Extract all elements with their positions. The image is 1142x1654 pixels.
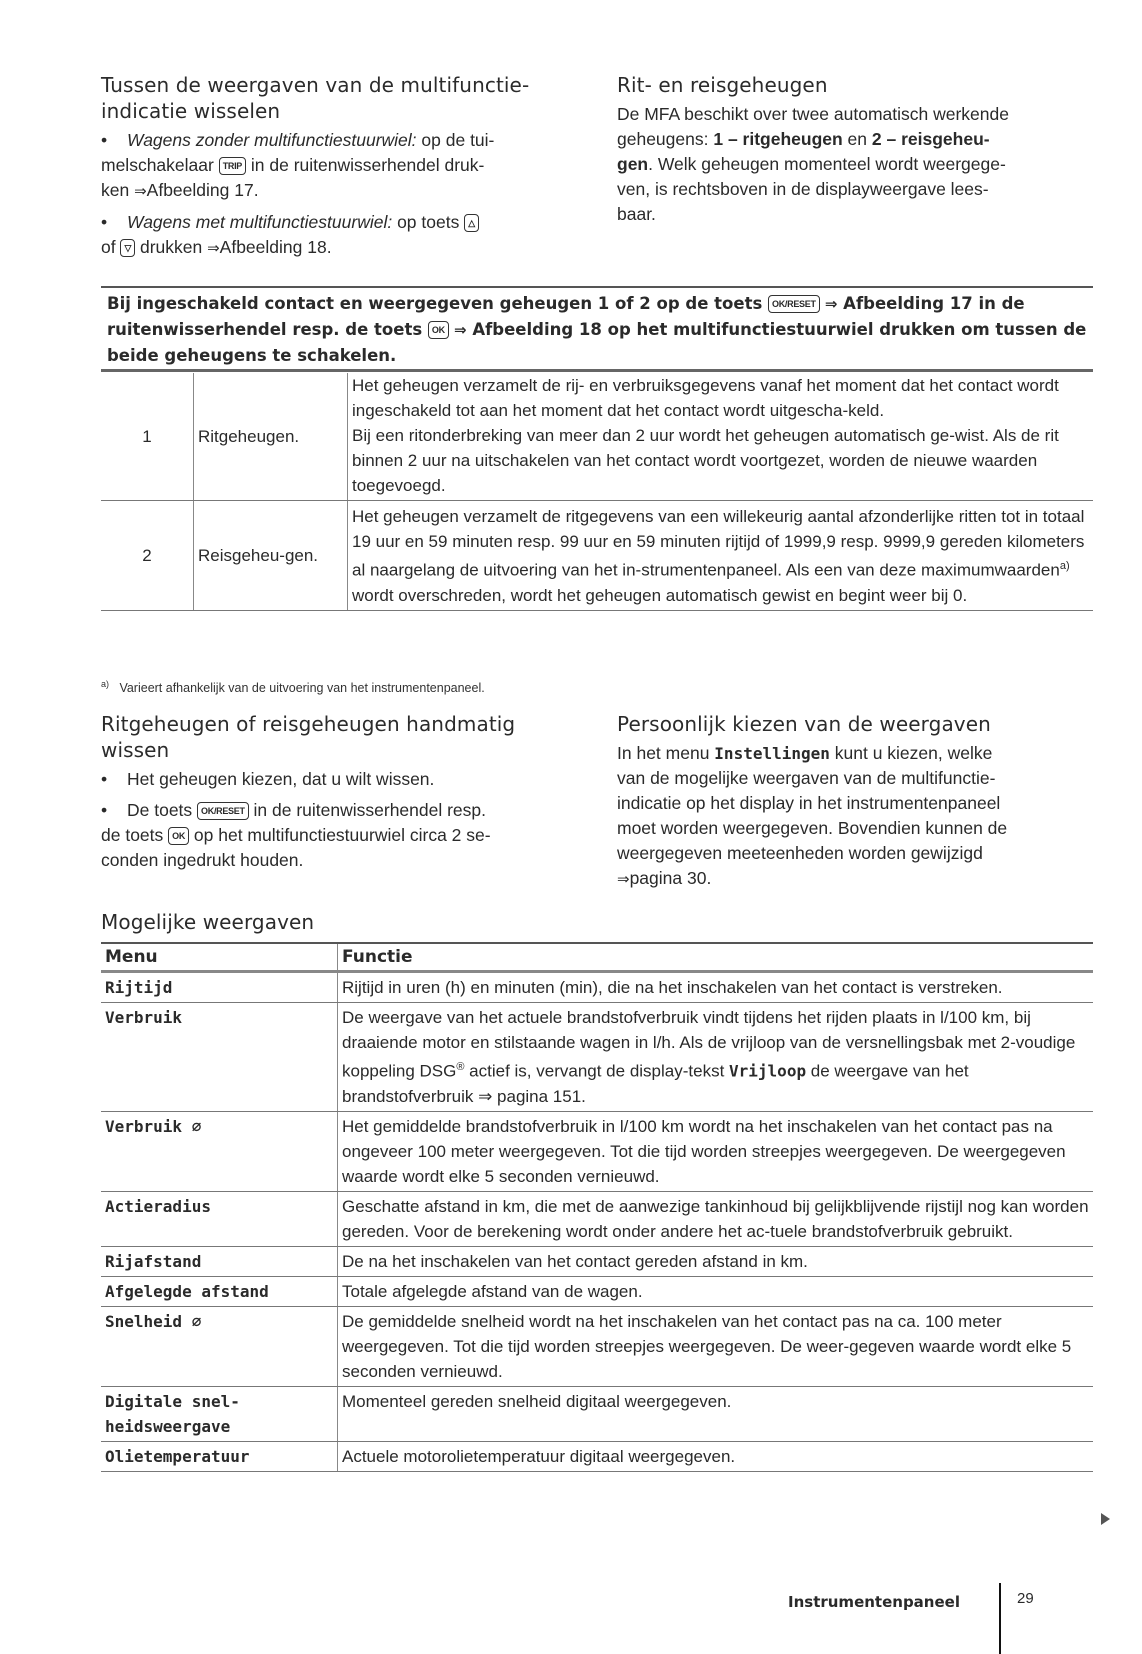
table-row xyxy=(101,1111,1093,1191)
memory-table xyxy=(101,373,1093,611)
settings-menu-name: Instellingen xyxy=(714,744,830,763)
function-cell: De weergave van het actuele brandstofverbruik vindt tijdens het rijden plaats in l/100 km, bij draaiende motor en stilstaande wagen in l/h. Als de vrijloop van de versnellingsbak met 2-voudige koppeling DSG® actief is, vervangt de display-tekst Vrijloop de weergave van het brandstofverbruik ⇒ pagina 151. xyxy=(338,1003,1094,1112)
page-30-link[interactable]: pagina 30. xyxy=(629,868,712,888)
bullet-dot-icon: • xyxy=(101,769,108,789)
section-memory-title: Rit- en reisgeheugen xyxy=(617,73,828,97)
function-cell: Actuele motorolietemperatuur digitaal weergegeven. xyxy=(338,1441,1094,1471)
display-table-title: Mogelijke weergaven xyxy=(101,910,315,934)
table-row xyxy=(101,1386,1093,1441)
table-row xyxy=(101,501,1093,611)
notice-bottom-rule xyxy=(101,369,1093,372)
menu-cell: Digitale snel-heidsweergave xyxy=(101,1386,338,1441)
figure-18-link[interactable]: Afbeelding 18. xyxy=(219,237,332,257)
bullet-dot-icon: • xyxy=(101,130,108,150)
memory-name: Ritgeheugen. xyxy=(194,373,348,501)
function-cell: Geschatte afstand in km, die met de aanwezige tankinhoud bij gelijkblijvende rijstijl nog kan worden gereden. Voor de berekening wordt onder andere het ac-tuele brandstofverbruik gebruikt. xyxy=(338,1191,1094,1246)
memory-description: Het geheugen verzamelt de rij- en verbruiksgegevens vanaf het moment dat het contact wordt ingeschakeld tot aan het moment dat het contact wordt uitgescha-keld. Bij een ritonderbreking van meer dan 2 uur wordt het geheugen automatisch ge-wist. Als de rit binnen 2 uur na uitschakelen van het contact wordt voortgezet, worden de nieuwe waarden toegevoegd. xyxy=(348,373,1094,501)
bullet-without-mfs: • Wagens zonder multifunctiestuurwiel: op de tui- melschakelaar TRIP in de ruitenwisserhendel druk- ken ⇒Afbeelding 17. xyxy=(101,130,495,200)
function-cell: Momenteel gereden snelheid digitaal weergegeven. xyxy=(338,1386,1094,1441)
continue-arrow-icon xyxy=(1101,1513,1110,1525)
function-cell: De gemiddelde snelheid wordt na het inschakelen van het contact pas na ca. 100 meter weergegeven. Tot die tijd worden streepjes weergegeven. De weer-gegeven waarde wordt elke 5 seconden vernieuwd. xyxy=(338,1306,1094,1386)
bullet-choose-memory: • Het geheugen kiezen, dat u wilt wissen. xyxy=(101,767,581,792)
memory-number: 1 xyxy=(101,373,194,501)
notice-text: Bij ingeschakeld contact en weergegeven geheugen 1 of 2 op de toets OK/RESET ⇒ Afbeelding 17 in de ruitenwisserhendel resp. de toets OK ⇒ Afbeelding 18 op het multifunctiestuurwiel drukken om tussen de beide geheugens te schakelen. xyxy=(107,294,1087,365)
reference-arrow-icon: ⇒ xyxy=(617,871,630,888)
section-reset-title: Ritgeheugen of reisgeheugen handmatig wissen xyxy=(101,712,516,762)
reference-arrow-icon: ⇒ xyxy=(448,321,467,339)
table-row xyxy=(101,1441,1093,1471)
bullet-dot-icon: • xyxy=(101,800,108,820)
ok-key-icon: OK xyxy=(168,827,189,845)
table-row xyxy=(101,1003,1093,1112)
menu-cell: Snelheid ∅ xyxy=(101,1306,338,1386)
reference-arrow-icon: ⇒ xyxy=(819,295,838,313)
display-table xyxy=(101,944,1093,1472)
ok-key-icon: OK xyxy=(428,321,449,339)
footer-divider xyxy=(999,1583,1001,1654)
table-row xyxy=(101,1246,1093,1276)
header-menu: Menu xyxy=(101,944,338,972)
memory-name: Reisgeheu-gen. xyxy=(194,501,348,611)
notice-top-rule xyxy=(101,286,1093,288)
table-row xyxy=(101,1276,1093,1306)
function-cell: De na het inschakelen van het contact gereden afstand in km. xyxy=(338,1246,1094,1276)
section-switch-views xyxy=(101,72,581,267)
footnote-mark: a) xyxy=(101,679,110,689)
ok-reset-key-icon: OK/RESET xyxy=(197,802,249,820)
table-header xyxy=(101,944,1093,972)
function-cell: Rijtijd in uren (h) en minuten (min), die na het inschakelen van het contact is verstreken. xyxy=(338,972,1094,1003)
page-151-link[interactable]: de weergave van het brandstofverbruik ⇒ pagina 151. xyxy=(342,1061,969,1106)
trip-key-icon: TRIP xyxy=(219,157,246,175)
section-personal-selection xyxy=(617,711,1097,892)
footer-section-label: Instrumentenpaneel xyxy=(788,1593,960,1611)
table-row xyxy=(101,1306,1093,1386)
menu-cell: Rijafstand xyxy=(101,1246,338,1276)
bullet-dot-icon: • xyxy=(101,212,108,232)
table-row xyxy=(101,373,1093,501)
section-trip-memory xyxy=(617,72,1097,227)
menu-cell: Afgelegde afstand xyxy=(101,1276,338,1306)
menu-cell: Verbruik xyxy=(101,1003,338,1112)
function-cell: Het gemiddelde brandstofverbruik in l/100 km wordt na het inschakelen van het contact pas na ongeveer 100 meter weergegeven. Tot die tijd worden streepjes weergegeven. De weergegeven waarde wordt elke 5 seconden vernieuwd. xyxy=(338,1111,1094,1191)
menu-cell: Verbruik ∅ xyxy=(101,1111,338,1191)
page-number: 29 xyxy=(1017,1590,1034,1607)
section-switch-title: Tussen de weergaven van de multifunctie- indicatie wisselen xyxy=(101,73,530,123)
bullet-with-mfs: • Wagens met multifunctiestuurwiel: op toets △ of ▽ drukken ⇒Afbeelding 18. xyxy=(101,210,581,261)
bullet-hold-key: • De toets OK/RESET in de ruitenwisserhendel resp. de toets OK op het multifunctiestuurwiel circa 2 se- conden ingedrukt houden. xyxy=(101,800,491,870)
footnote: $^{a)}$ Varieert afhankelijk van de uitvoering van het instrumentenpaneel. xyxy=(101,679,485,696)
menu-cell: Olietemperatuur xyxy=(101,1441,338,1471)
reference-arrow-icon: ⇒ xyxy=(134,183,147,200)
ok-reset-key-icon: OK/RESET xyxy=(768,295,820,313)
reference-arrow-icon: ⇒ xyxy=(207,240,220,257)
section-personal-body: In het menu Instellingen kunt u kiezen, welke van de mogelijke weergaven van de multifunctie- indicatie op het display in het instrumentenpaneel moet worden weergegeven. Bovendien kunnen de weergegeven meeteenheden worden gewijzigd ⇒pagina 30. xyxy=(617,743,1008,888)
memory-description: Het geheugen verzamelt de ritgegevens van een willekeurig aantal afzonderlijke ritten tot in totaal 19 uur en 59 minuten resp. 99 uur en 59 minuten rijtijd of 1999,9 resp. 9999,9 gereden kilometers al naargelang de uitvoering van het in-strumentenpaneel. Als een van deze maximumwaarden$^{a)}$ wordt overschreden, wordt het geheugen automatisch gewist en begint weer bij 0. xyxy=(348,501,1094,611)
section-reset-memory xyxy=(101,711,581,879)
down-key-icon: ▽ xyxy=(120,239,135,257)
function-cell: Totale afgelegde afstand van de wagen. xyxy=(338,1276,1094,1306)
section-personal-title: Persoonlijk kiezen van de weergaven xyxy=(617,712,991,736)
menu-cell: Rijtijd xyxy=(101,972,338,1003)
up-key-icon: △ xyxy=(464,214,479,232)
memory-number: 2 xyxy=(101,501,194,611)
header-function: Functie xyxy=(338,944,1094,972)
figure-17-link[interactable]: Afbeelding 17. xyxy=(146,180,259,200)
table-row xyxy=(101,1191,1093,1246)
table-row xyxy=(101,972,1093,1003)
footnote-ref[interactable]: a) xyxy=(1059,560,1070,572)
menu-cell: Actieradius xyxy=(101,1191,338,1246)
section-memory-body: De MFA beschikt over twee automatisch werkende geheugens: 1 – ritgeheugen en 2 – reisgeheu- gen. Welk geheugen momenteel wordt weergege- ven, is rechtsboven in de displayweergave lees- baar. xyxy=(617,104,1009,224)
